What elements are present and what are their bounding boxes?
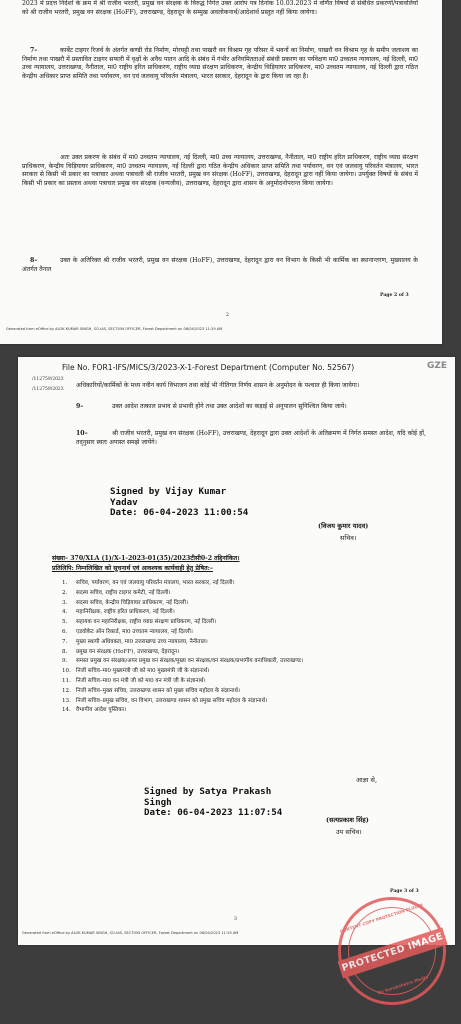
signature-line: Signed by Vijay Kumar — [110, 486, 227, 497]
list-item-text: सदस्य सचिव, केन्द्रीय चिड़ियाघर प्राधिकरण, नई दिल्ली। — [76, 599, 189, 606]
by-order: आज्ञा से, — [356, 776, 378, 784]
list-item-text: निजी सचिव–मा0 वन मंत्री जी को मा0 वन मंत्री जी के संज्ञानार्थ। — [76, 677, 206, 684]
list-item-text: सहायक वन महानिरीक्षक, राष्ट्रीय व्याघ्र संरक्षण प्राधिकरण, नई दिल्ली। — [76, 619, 217, 626]
paragraph-8: उक्त के अतिरिक्त श्री राजीव भरतरी, प्रमुख वन संरक्षक (HoFF), उत्तराखण्ड, देहरादून द्वारा वन विभाग के किसी भी कार्मिक का स्थानान्तरण, मुख्यालय के अंतर्गत तैनात — [22, 257, 418, 273]
side-reference: /112759/2023 — [32, 387, 64, 392]
list-item-number: 4. — [62, 609, 68, 616]
signatory-name: (सत्यप्रकाश सिंह) — [326, 816, 369, 824]
file-number-header: File No. FOR1-IFS/MICS/3/2023-X-1-Forest Department (Computer No. 52567) — [62, 363, 355, 372]
copy-to-heading: प्रतिलिपि: निम्नलिखित को सूचनार्थ एवं आवश्यक कार्यवाही हेतु प्रेषित:– — [52, 565, 213, 572]
list-item-text: निजी सचिव–मुख्य सचिव, उत्तराखण्ड शासन को मुख्य सचिव महोदय के संज्ञानार्थ। — [76, 687, 241, 694]
distribution-list-item — [62, 579, 392, 589]
distribution-list-item — [62, 618, 392, 628]
list-item-text: समस्त प्रमुख वन संरक्षक/अपर प्रमुख वन संरक्षक/मुख्य वन संरक्षक/वन संरक्षक/प्रभागीय वनाधिकारी, उत्तराखण्ड। — [76, 658, 303, 665]
list-item-number: 14. — [62, 707, 71, 714]
reference-number: संख्या– 370/XLA (1)/X-1-2023-01(35)/2023टीसी0-2 तद्दिनांकित। — [52, 555, 240, 562]
list-item-number: 7. — [62, 638, 68, 645]
distribution-list-item — [62, 667, 392, 677]
list-item-number: 8. — [62, 648, 68, 655]
stamp-ring-text: By Kurukshetra Media — [377, 974, 429, 996]
paragraph-continuation: 2023 में प्रदत्त निर्देशों के क्रम में श्री राजीव भरतरी, प्रमुख वन संरक्षक के विरुद्ध निर्गत उक्त आरोप पत्र दिनांक 10.03.2023 में वर्णित विषयों से संबंधित प्रकरणों/पत्रावलियों को श्री राजीव भरतरी, प्रमुख वन संरक्षक (HoFF), उत्तराखण्ड, देहरादून के सम्मुख अवलोकनार्थ/आदेशार्थ प्रस्तुत नहीं किया जायेगा। — [22, 0, 418, 16]
document-page-3 — [18, 357, 455, 945]
distribution-list-item — [62, 697, 392, 707]
paragraph-9: उक्त आदेश तत्काल प्रभाव से प्रभावी होंगे तथा उक्त आदेशों का कड़ाई से अनुपालन सुनिश्चित किया जाये। — [112, 403, 347, 410]
signature-line: Singh — [144, 796, 172, 808]
paragraph-10: श्री राजीव भरतरी, प्रमुख वन संरक्षक (HoFF), उत्तराखण्ड, देहरादून द्वारा उक्त आदेशों के अतिक्रमण में निर्गत समस्त आदेश, यदि कोई हों, तद्नुसार स्वतः अपास्त समझे जायेंगे। — [76, 430, 426, 446]
list-item-number: 10. — [62, 668, 71, 675]
digital-signature-2 — [144, 787, 282, 819]
signature-line: Yadav — [110, 496, 138, 508]
list-item-text: वैभागीय आदेश पुस्तिका। — [76, 707, 127, 714]
signature-date: Date: 06-04-2023 11:07:54 — [144, 807, 283, 818]
list-item-number: 11. — [62, 677, 71, 684]
signatory-designation: उप सचिव। — [336, 828, 362, 836]
document-page-2 — [0, 0, 442, 344]
distribution-list-item — [62, 648, 392, 658]
distribution-list-item — [62, 687, 392, 697]
paragraph-continuation: अधिकारियों/कार्मिकों के मध्य नवीन कार्य विभाजन तथा कोई भी नीतिगत निर्णय शासन के अनुमोदन के पश्चात ही किया जायेगा। — [76, 382, 360, 389]
distribution-list-item — [62, 628, 392, 638]
list-item-number: 6. — [62, 628, 68, 635]
distribution-list-item — [62, 638, 392, 648]
paragraph-number-9: 9– — [76, 403, 84, 410]
paragraph-7: कार्बेट टाइगर रिजर्व के अंतर्गत कण्डी रोड निर्माण, मोरघट्टी तथा पाखरौ वन विश्राम गृह परिसर में भवनों का निर्माण, पाखरौ वन विश्राम गृह के समीप जलाशय का निर्माण तथा पाखरौ में प्रस्तावित टाइगर सफारी में वृक्षों के अवैध पातन आदि के संबंध में गंभीर अनियमितताओं संबंधी प्रकरण का पर्यवेक्षण मा0 उच्चतम न्यायालय, नई दिल्ली, मा0 उच्च न्यायालय, उत्तराखण्ड, नैनीताल, मा0 राष्ट्रीय हरित प्राधिकरण, राष्ट्रीय व्याघ्र संरक्षण प्राधिकरण, केन्द्रीय चिड़ियाघर प्राधिकरण, मा0 उच्चतम न्यायालय, नई दिल्ली द्वारा गठित केन्द्रीय अधिकार प्राप्त समिति तथा पर्यावरण, वन एवं जलवायु परिवर्तन मंत्रालय, भारत सरकार, देहरादून के द्वारा किया जा रहा है। — [22, 47, 418, 80]
center-page-number: 3 — [234, 917, 237, 922]
list-item-text: सदस्य सचिव, राष्ट्रीय टाइगर कमेटी, नई दिल्ली। — [76, 589, 171, 596]
list-item-number: 2. — [62, 589, 68, 596]
signature-line: Signed by Satya Prakash — [144, 786, 272, 797]
distribution-list — [62, 579, 392, 716]
list-item-text: प्रमुख वन संरक्षक (HoFF), उत्तराखण्ड, देहरादून। — [76, 648, 180, 655]
distribution-list-item — [62, 608, 392, 618]
signatory-designation: सचिव। — [340, 534, 357, 542]
list-item-number: 5. — [62, 619, 68, 626]
list-item-text: मुख्य स्थायी अधिवक्ता, मा0 उत्तराखण्ड उच्च न्यायालय, नैनीताल। — [76, 638, 208, 645]
list-item-number: 13. — [62, 697, 71, 704]
distribution-list-item — [62, 599, 392, 609]
distribution-list-item — [62, 706, 392, 716]
digital-signature-1 — [110, 487, 248, 519]
list-item-text: सचिव, पर्यावरण, वन एवं जलवायु परिवर्तन मंत्रालय, भारत सरकार, नई दिल्ली। — [76, 580, 235, 586]
distribution-list-item — [62, 677, 392, 687]
list-item-number: 3. — [62, 599, 68, 606]
center-page-number: 2 — [226, 313, 229, 318]
paragraph-number-10: 10– — [76, 430, 88, 437]
list-item-text: महानिरीक्षक, राष्ट्रीय हरित प्राधिकरण, नई दिल्ली। — [76, 609, 175, 616]
stamp-ring-text: CONTENT COPY PROTECTION PLUGIN — [339, 902, 424, 934]
eoffice-logo: GZE — [426, 361, 447, 371]
list-item-number: 1. — [62, 580, 68, 586]
side-reference: /112759/2023 — [32, 377, 64, 382]
eoffice-footer: Generated from eOffice by ALOK KUMAR SINGH, SO-IAS, SECTION OFFICER, Forest Department on 06/04/2023 11:29 AM — [6, 327, 223, 331]
page-number: Page 2 of 3 — [380, 293, 409, 298]
signature-date: Date: 06-04-2023 11:00:54 — [110, 507, 249, 518]
list-item-number: 9. — [62, 658, 68, 665]
list-item-text: निजी सचिव–प्रमुख सचिव, वन विभाग, उत्तराखण्ड शासन को प्रमुख सचिव महोदय के संज्ञानार्थ। — [76, 697, 268, 704]
distribution-list-item — [62, 589, 392, 599]
page-number: Page 3 of 3 — [390, 889, 419, 894]
paragraph-order: अतः उक्त प्रकरण के संबंध में मा0 उच्चतम न्यायालय, नई दिल्ली, मा0 उच्च न्यायालय, उत्तराखण्ड, नैनीताल, मा0 राष्ट्रीय हरित प्राधिकरण, राष्ट्रीय व्याघ्र संरक्षण प्राधिकरण, केन्द्रीय चिड़ियाघर प्राधिकरण, मा0 उच्चतम न्यायालय, नई दिल्ली द्वारा गठित केन्द्रीय अधिकार प्राप्त समिति तथा पर्यावरण, वन एवं जलवायु परिवर्तन मंत्रालय, भारत सरकार से किसी भी प्रकार का पत्राचार अथवा पत्रावली श्री राजीव भरतरी, प्रमुख वन संरक्षक (HoFF), उत्तराखण्ड, देहरादून द्वारा नहीं किया जायेगा। उपर्युक्त विषयों के संबंध में किसी भी प्रकार का प्रस्ताव अथवा पत्राचार प्रमुख वन संरक्षक (वन्यजीव), उत्तराखण्ड, देहरादून द्वारा शासन के अनुमोदनोपरान्त किया जायेगा। — [22, 154, 418, 187]
list-item-number: 12. — [62, 687, 71, 694]
signatory-name: (विजय कुमार यादव) — [318, 522, 369, 530]
paragraph-number-8: 8– — [30, 257, 38, 264]
list-item-text: निजी सचिव–मा0 मुख्यमंत्री जी को मा0 मुख्यमंत्री जी के संज्ञानार्थ। — [76, 668, 210, 675]
stamp-label: PROTECTED IMAGE — [338, 927, 448, 978]
eoffice-footer: Generated from eOffice by ALOK KUMAR SINGH, SO-IAS, SECTION OFFICER, Forest Department on 06/04/2023 11:29 AM — [22, 931, 239, 935]
distribution-list-item — [62, 657, 392, 667]
list-item-text: एडवोकेट ऑन रिकार्ड, मा0 उच्चतम न्यायालय, नई दिल्ली। — [76, 628, 193, 635]
paragraph-number-7: 7– — [30, 47, 38, 54]
